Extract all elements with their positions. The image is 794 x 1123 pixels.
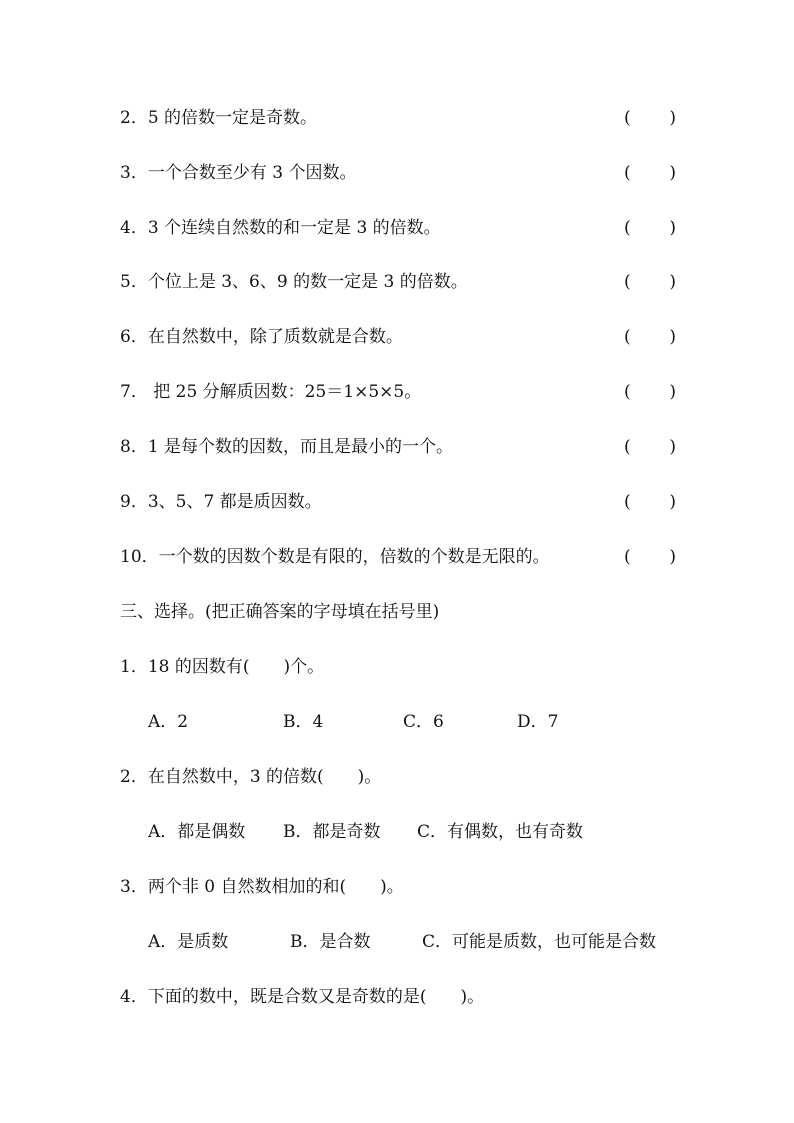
judgment-item [0,161,794,185]
judgment-item [0,545,794,569]
options-row [0,820,794,844]
question-text: 2．在自然数中，3 的倍数( )。 [120,767,382,787]
judgment-item [0,325,794,349]
question-text: 4．下面的数中，既是合数又是奇数的是( )。 [120,987,485,1007]
options-row [0,930,794,954]
judgment-item [0,106,794,130]
answer-blank[interactable]: ( ) [624,163,676,183]
options-row [0,710,794,734]
answer-blank[interactable]: ( ) [624,547,676,567]
question-text: 8．1 是每个数的因数，而且是最小的一个。 [120,437,454,457]
option-b[interactable]: B．4 [283,712,324,732]
judgment-item [0,216,794,240]
question-text: 9．3、5、7 都是质因数。 [120,492,322,512]
choice-question [0,875,794,899]
question-text: 1．18 的因数有( )个。 [120,657,325,677]
question-text: 5．个位上是 3、6、9 的数一定是 3 的倍数。 [120,272,468,292]
question-text: 7． 把 25 分解质因数：25＝1×5×5。 [120,382,422,402]
answer-blank[interactable]: ( ) [624,437,676,457]
option-b[interactable]: B．都是奇数 [283,822,381,842]
option-a[interactable]: A．2 [148,712,189,732]
section-title: 三、选择。(把正确答案的字母填在括号里) [120,602,440,622]
choice-question [0,985,794,1009]
answer-blank[interactable]: ( ) [624,382,676,402]
option-a[interactable]: A．都是偶数 [148,822,246,842]
question-text: 4．3 个连续自然数的和一定是 3 的倍数。 [120,218,441,238]
option-c[interactable]: C．有偶数，也有奇数 [417,822,584,842]
answer-blank[interactable]: ( ) [624,218,676,238]
judgment-item [0,490,794,514]
option-c[interactable]: C．可能是质数，也可能是合数 [422,932,657,952]
question-text: 2．5 的倍数一定是奇数。 [120,108,318,128]
judgment-item [0,380,794,404]
answer-blank[interactable]: ( ) [624,327,676,347]
judgment-item [0,435,794,459]
answer-blank[interactable]: ( ) [624,492,676,512]
question-text: 10．一个数的因数个数是有限的，倍数的个数是无限的。 [120,547,550,567]
question-text: 6．在自然数中，除了质数就是合数。 [120,327,403,347]
judgment-item [0,270,794,294]
answer-blank[interactable]: ( ) [624,108,676,128]
choice-question [0,765,794,789]
choice-question [0,655,794,679]
option-d[interactable]: D．7 [517,712,559,732]
option-b[interactable]: B．是合数 [290,932,371,952]
option-c[interactable]: C．6 [403,712,444,732]
question-text: 3．一个合数至少有 3 个因数。 [120,163,357,183]
option-a[interactable]: A．是质数 [148,932,229,952]
question-text: 3．两个非 0 自然数相加的和( )。 [120,877,404,897]
answer-blank[interactable]: ( ) [624,272,676,292]
